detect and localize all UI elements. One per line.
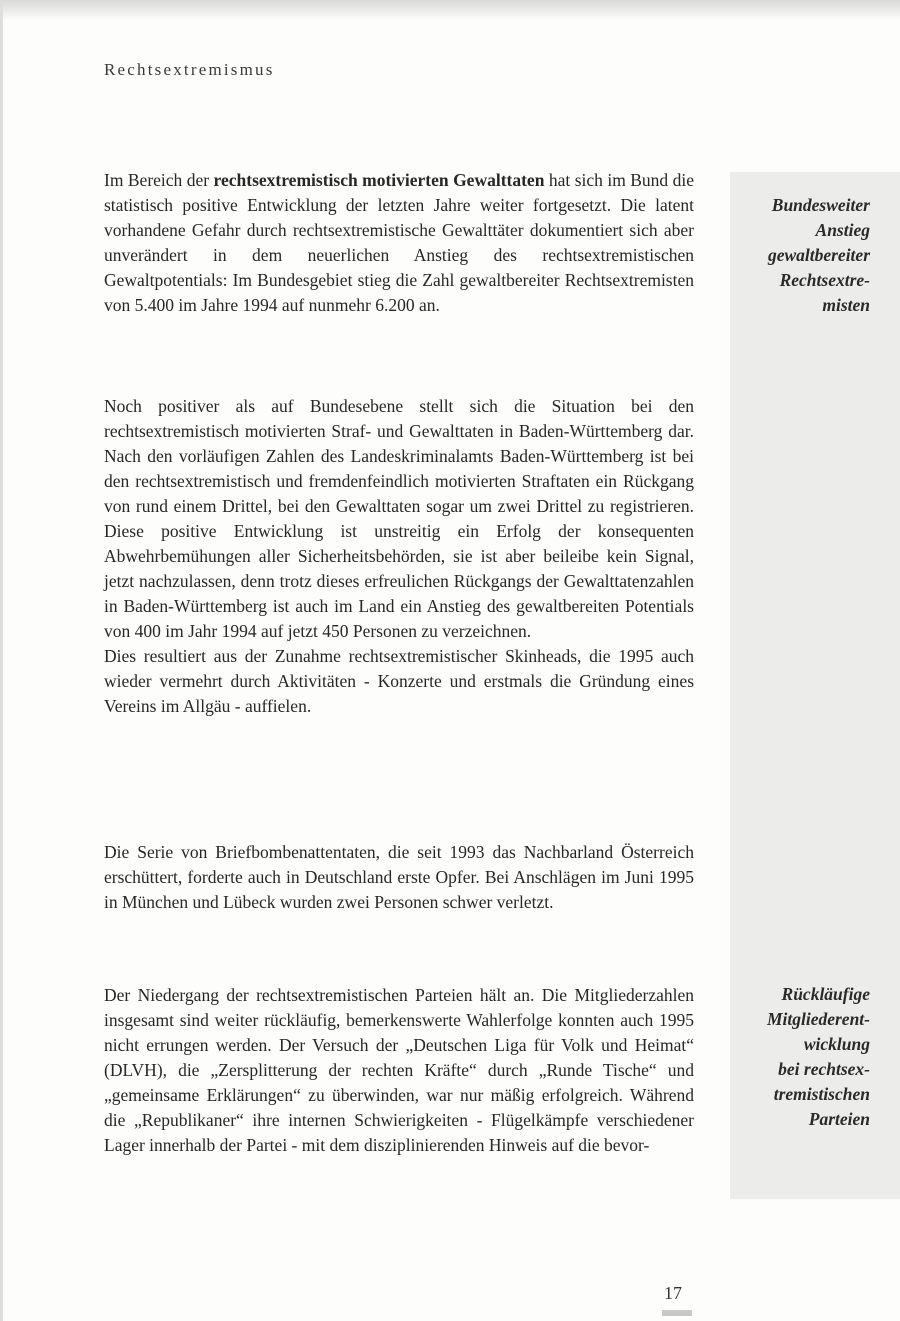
page-number: 17 [664,1283,682,1303]
running-header: Rechtsextremismus [104,60,275,79]
margin-note-parteien: Rückläufige Mitgliederent- wicklung bei rechtsex- tremistischen Parteien [766,984,870,1129]
paragraph-text: Noch positiver als auf Bundesebene stellt sich die Situation bei den rechtsextremistisch motivierten Straf- und Gewalttaten in Baden-Württemberg dar. Nach den vorläufigen Zahlen des Landeskriminalamts Baden-Württemberg ist bei den rechtsextremistisch und fremdenfeindlich motivierten Straftaten ein Rückgang von rund einem Drittel, bei den Gewalttaten sogar um zwei Drittel zu registrieren. Diese positive Entwicklung ist unstreitig ein Erfolg der konsequenten Abwehrbemühungen aller Sicherheitsbehörden, sie ist aber beileibe kein Signal, jetzt nachzulassen, denn trotz dieses erfreulichen Rückgangs der Gewalttatenzahlen in Baden-Württemberg ist auch im Land ein Anstieg des gewaltbereiten Potentials von 400 im Jahr 1994 auf jetzt 450 Personen zu verzeichnen. [104,396,694,641]
page-mark [662,1310,692,1316]
paragraph-parteien: Der Niedergang der rechtsextremistischen Parteien hält an. Die Mitgliederzahlen insgesamt sind weiter rückläufig, bemerkenswerte Wahlerfolge konnten auch 1995 nicht errungen werden. Der Versuch der „Deutschen Liga für Volk und Heimat“ (DLVH), die „Zersplitterung der rechten Kräfte“ durch „Runde Tische“ und „gemeinsame Erklärungen“ zu überwinden, war nur mäßig erfolgreich. Während die „Republikaner“ ihre internen Schwierigkeiten - Flügelkämpfe verschiedener Lager innerhalb der Partei - mit dem disziplinierenden Hinweis auf die bevor- [104,985,694,1155]
paragraph-text: hat sich im Bund die statistisch positive Entwicklung der letzten Jahre weiter fortgesetzt. Die latent vorhandene Gefahr durch rechtsextremistische Gewalttäter dokumentiert sich aber unverändert in dem neuerlichen Anstieg des rechtsextremistischen Gewaltpotentials: Im Bundesgebiet stieg die Zahl gewaltbereiter Rechtsextremisten von 5.400 im Jahre 1994 auf nunmehr 6.200 an. [104,170,694,315]
bold-term: rechtsextremistisch motivierten Gewalttaten [213,170,545,190]
scan-left-shadow [0,0,3,1321]
paragraph-text: Im Bereich der [104,170,214,190]
paragraph-text: Dies resultiert aus der Zunahme rechtsextremistischer Skinheads, die 1995 auch wieder vermehrt durch Aktivitäten - Konzerte und erstmals die Gründung eines Vereins im Allgäu - auffielen. [104,646,694,716]
scan-top-shadow [0,0,900,20]
paragraph-briefbomben: Die Serie von Briefbombenattentaten, die seit 1993 das Nachbarland Österreich erschüttert, forderte auch in Deutschland erste Opfer. Bei Anschlägen im Juni 1995 in München und Lübeck wurden zwei Personen schwer verletzt. [104,842,694,912]
paragraph-gewalttaten [104,168,694,318]
paragraph-baden-wuerttemberg [104,394,694,719]
margin-note-gewaltbereite: Bundesweiter Anstieg gewaltbereiter Rechtsextre- misten [767,195,870,315]
